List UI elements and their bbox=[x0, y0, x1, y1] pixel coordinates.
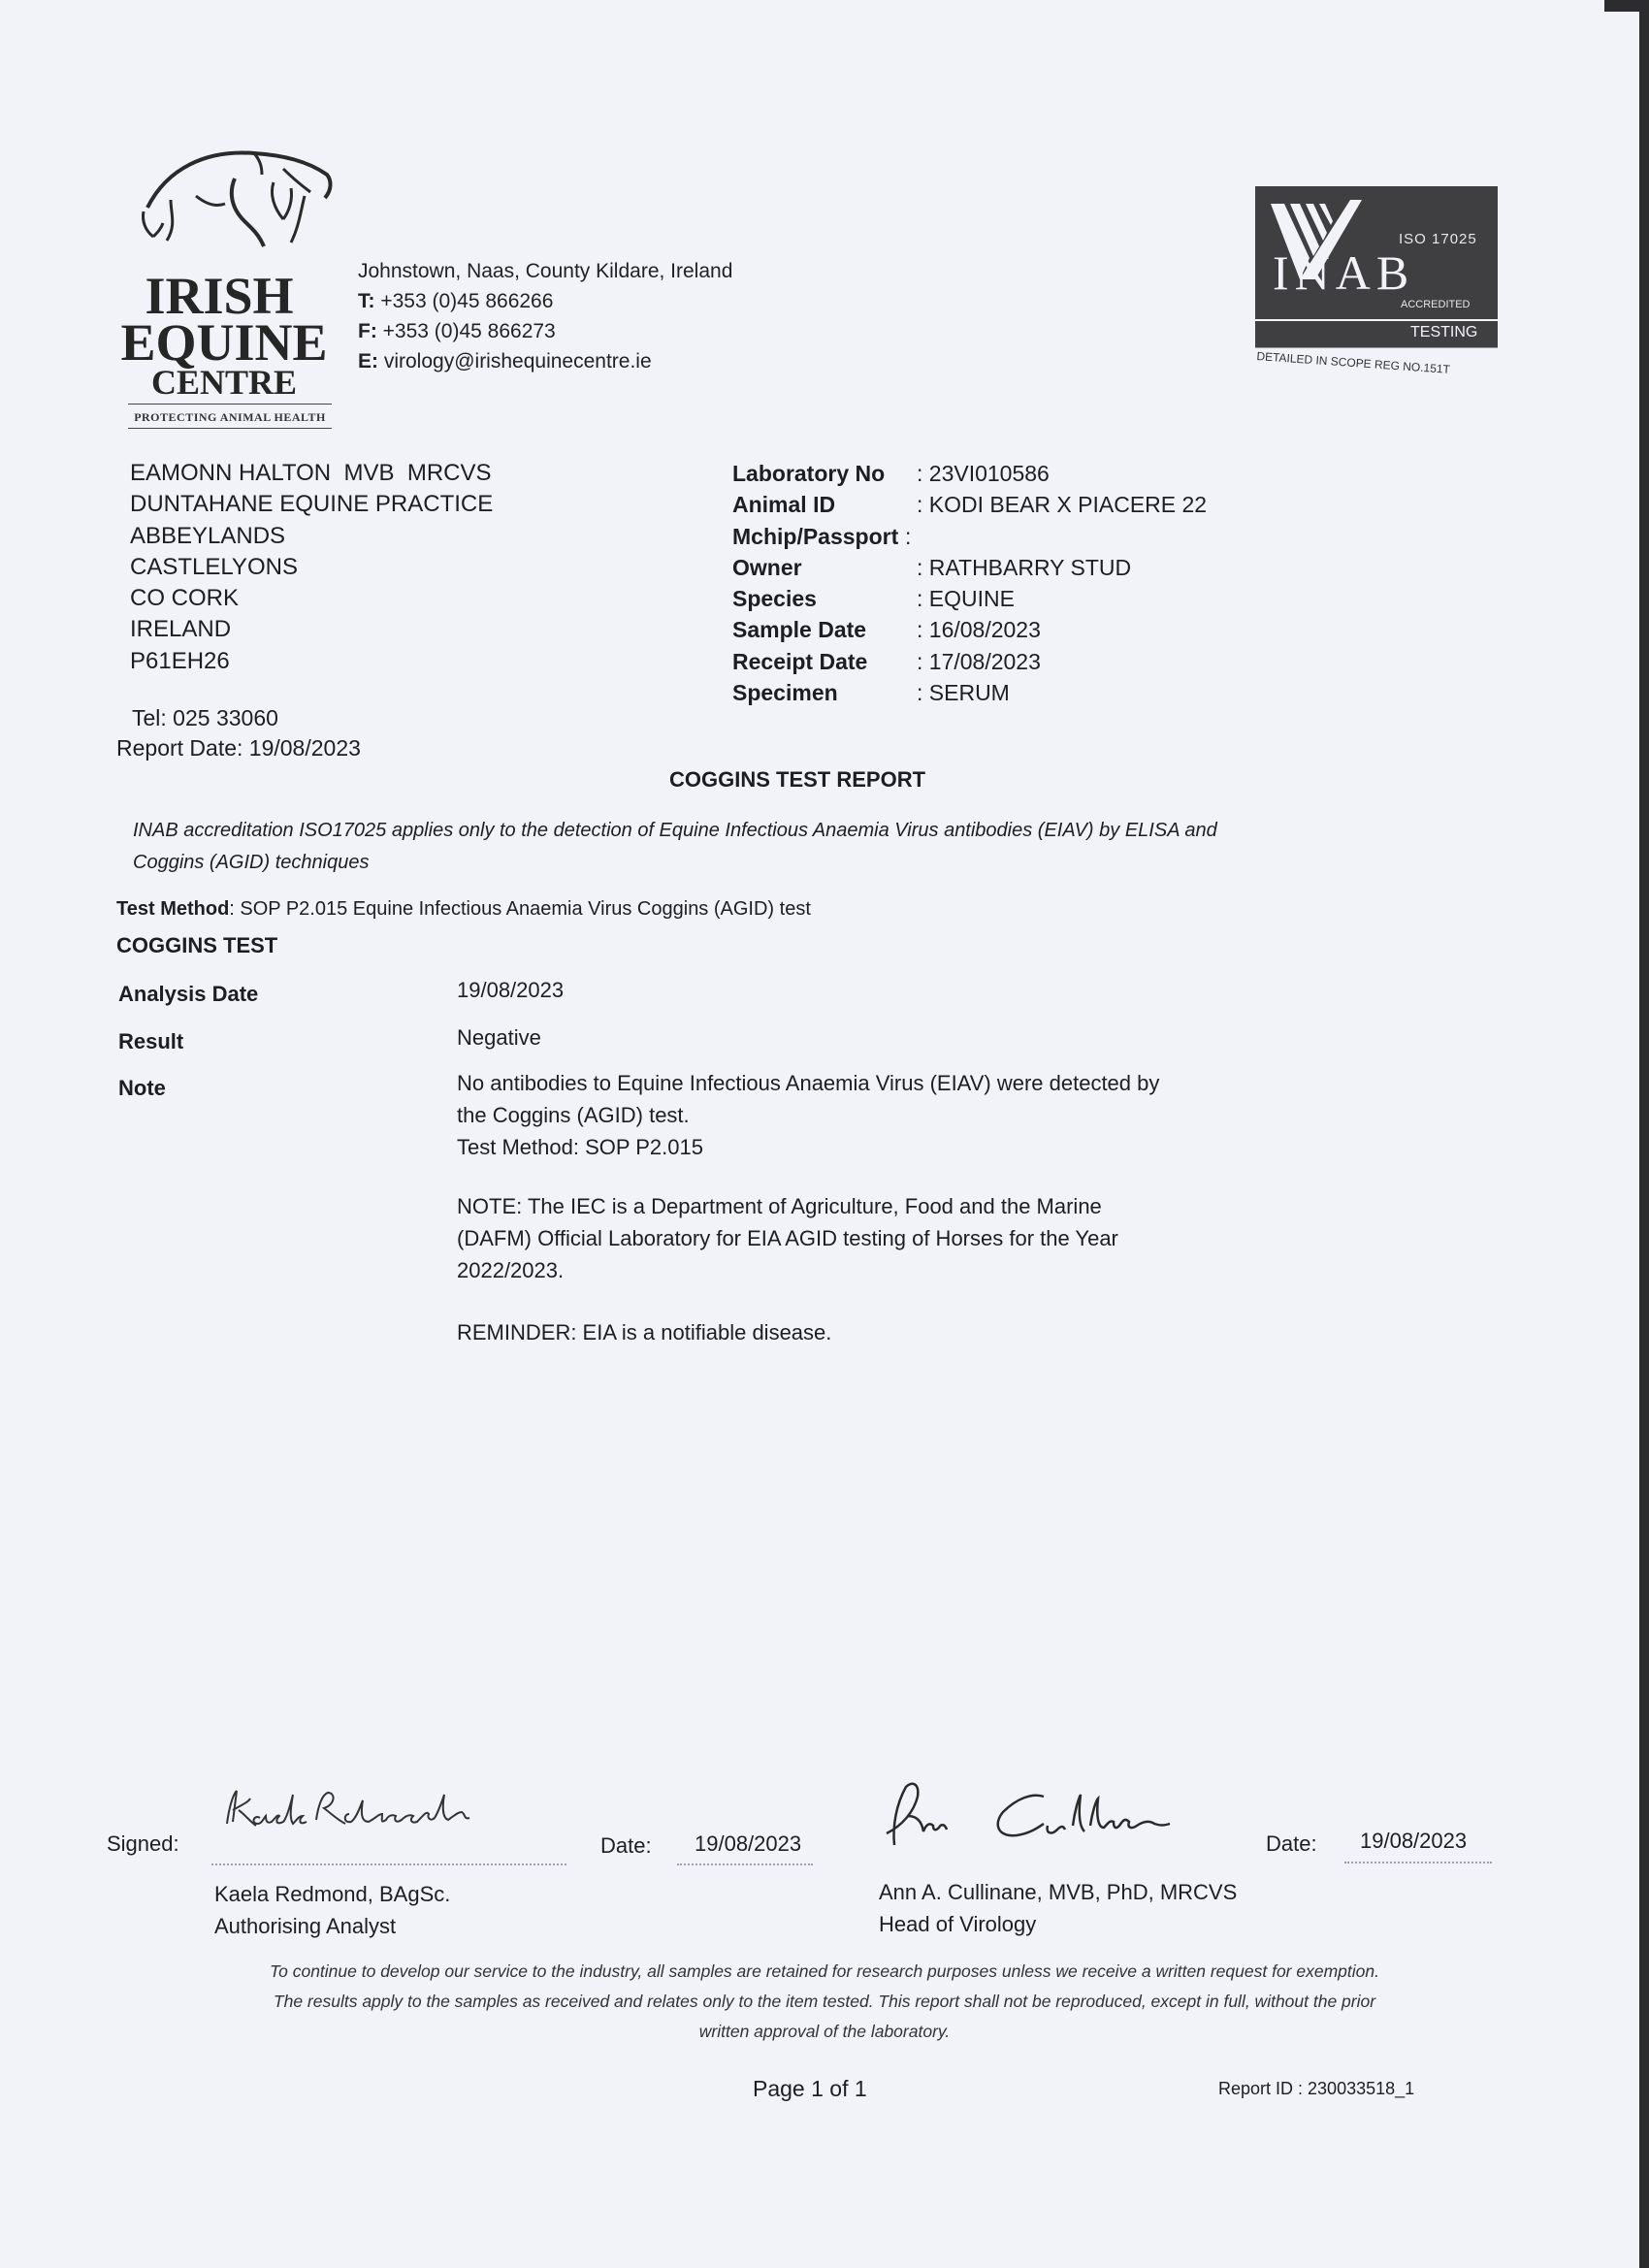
irish-equine-centre-logo bbox=[114, 136, 340, 437]
analysis-date-value: 19/08/2023 bbox=[457, 978, 565, 1002]
logo-divider bbox=[128, 404, 332, 405]
recipient-line: DUNTAHANE EQUINE PRACTICE bbox=[130, 491, 494, 518]
info-value: : RATHBARRY STUD bbox=[917, 554, 1132, 580]
logo-word-irish: IRISH bbox=[145, 267, 294, 325]
info-row bbox=[732, 646, 1207, 677]
info-label: Receipt Date bbox=[732, 648, 868, 674]
note-label: Note bbox=[118, 1076, 166, 1100]
note-text bbox=[457, 1067, 1233, 1163]
recipient-line: P61EH26 bbox=[130, 647, 230, 674]
date-label-1: Date: bbox=[600, 1833, 652, 1858]
section-title: COGGINS TEST bbox=[116, 933, 278, 957]
dafm-note-line: (DAFM) Official Laboratory for EIA AGID testing of Horses for the Year bbox=[457, 1226, 1118, 1250]
centre-fax-line: F: +353 (0)45 866273 bbox=[358, 320, 556, 342]
page-number: Page 1 of 1 bbox=[753, 2076, 867, 2101]
info-row bbox=[732, 458, 1207, 489]
inab-brand-text: INAB bbox=[1273, 245, 1415, 300]
info-row bbox=[732, 489, 1207, 520]
info-value: : 17/08/2023 bbox=[917, 648, 1041, 674]
centre-fax: +353 (0)45 866273 bbox=[382, 320, 556, 342]
signature-ann-cullinane bbox=[873, 1777, 1183, 1855]
recipient-line: CO CORK bbox=[130, 585, 240, 612]
info-label: Specimen bbox=[732, 680, 838, 706]
info-value: : 23VI010586 bbox=[917, 461, 1050, 486]
date-line-2 bbox=[1344, 1862, 1492, 1863]
info-label: Animal ID bbox=[732, 492, 836, 518]
result-value: Negative bbox=[457, 1025, 541, 1050]
analysis-date-label: Analysis Date bbox=[118, 982, 259, 1006]
handwritten-signature-2 bbox=[873, 1777, 1183, 1855]
inab-accredited-text: ACCREDITED bbox=[1401, 299, 1471, 310]
reminder-text: REMINDER: EIA is a notifiable disease. bbox=[457, 1320, 832, 1345]
signature-kaela-redmond bbox=[215, 1785, 565, 1843]
signer2-role: Head of Virology bbox=[879, 1912, 1037, 1936]
logo-word-equine: EQUINE bbox=[120, 313, 328, 372]
info-row bbox=[732, 552, 1207, 583]
note-line: the Coggins (AGID) test. bbox=[457, 1103, 690, 1127]
date-line-1 bbox=[677, 1863, 813, 1865]
inab-testing-text: TESTING bbox=[1410, 324, 1478, 340]
info-value: : KODI BEAR X PIACERE 22 bbox=[917, 492, 1208, 518]
recipient-line: EAMONN HALTON MVB MRCVS bbox=[130, 460, 492, 486]
note-line: Test Method: SOP P2.015 bbox=[457, 1135, 703, 1159]
info-row bbox=[732, 521, 1207, 552]
test-method-label: Test Method bbox=[116, 898, 230, 920]
recipient-line: CASTLELYONS bbox=[130, 553, 298, 580]
signer2-name: Ann A. Cullinane, MVB, PhD, MRCVS bbox=[879, 1880, 1238, 1904]
signer2-date: 19/08/2023 bbox=[1360, 1829, 1468, 1853]
accreditation-note bbox=[133, 815, 1336, 879]
inab-accreditation-badge bbox=[1255, 186, 1500, 376]
centre-phone: +353 (0)45 866266 bbox=[380, 290, 554, 312]
test-method-line bbox=[116, 898, 811, 921]
date-label-2: Date: bbox=[1266, 1831, 1317, 1856]
scan-edge bbox=[1639, 0, 1649, 2268]
signed-label: Signed: bbox=[107, 1831, 179, 1856]
recipient-address bbox=[130, 458, 493, 677]
info-label: Owner bbox=[732, 554, 802, 580]
footer-line: To continue to develop our service to the industry, all samples are retained for research purposes unless we receive a written request for exemption. bbox=[270, 1961, 1379, 1981]
scan-edge-top bbox=[1604, 0, 1639, 12]
recipient-line: ABBEYLANDS bbox=[130, 522, 286, 549]
recipient-tel: Tel: 025 33060 bbox=[132, 705, 278, 730]
signer1-date: 19/08/2023 bbox=[695, 1831, 802, 1856]
info-label: Species bbox=[732, 586, 817, 612]
report-date: Report Date: 19/08/2023 bbox=[116, 735, 361, 761]
centre-email[interactable]: virology@irishequinecentre.ie bbox=[383, 350, 652, 373]
report-id: Report ID : 230033518_1 bbox=[1218, 2079, 1415, 2098]
horse-logo-icon bbox=[138, 140, 341, 266]
result-label: Result bbox=[118, 1029, 184, 1053]
handwritten-signature-1 bbox=[215, 1785, 506, 1843]
sample-info-table bbox=[732, 458, 1207, 708]
logo-divider-bottom bbox=[128, 428, 332, 429]
info-value: : SERUM bbox=[917, 680, 1010, 706]
footer-line: The results apply to the samples as received and relates only to the item tested. This report shall not be reproduced, except in full, without the prior bbox=[273, 1992, 1376, 2011]
info-value: : bbox=[905, 523, 912, 549]
info-label: Mchip/Passport bbox=[732, 523, 899, 549]
footer-disclaimer bbox=[175, 1957, 1474, 2047]
info-value: : EQUINE bbox=[917, 586, 1015, 612]
note-line: No antibodies to Equine Infectious Anaemia Virus (EIAV) were detected by bbox=[457, 1071, 1160, 1095]
centre-contact-block bbox=[358, 256, 732, 376]
footer-line: written approval of the laboratory. bbox=[698, 2022, 951, 2041]
logo-tagline: PROTECTING ANIMAL HEALTH bbox=[134, 410, 326, 424]
inab-scope-text: DETAILED IN SCOPE REG NO.151T bbox=[1256, 349, 1451, 376]
dafm-note bbox=[457, 1190, 1233, 1286]
accreditation-note-line: Coggins (AGID) techniques bbox=[133, 852, 370, 873]
info-label: Sample Date bbox=[732, 617, 867, 643]
centre-email-line: E: virology@irishequinecentre.ie bbox=[358, 350, 652, 373]
info-row bbox=[732, 583, 1207, 614]
accreditation-note-line: INAB accreditation ISO17025 applies only to the detection of Equine Infectious Anaemia Virus antibodies (EIAV) by ELISA and bbox=[133, 820, 1217, 841]
report-title: COGGINS TEST REPORT bbox=[669, 767, 926, 792]
test-method-value: : SOP P2.015 Equine Infectious Anaemia Virus Coggins (AGID) test bbox=[229, 898, 811, 920]
info-row bbox=[732, 677, 1207, 708]
centre-address: Johnstown, Naas, County Kildare, Ireland bbox=[358, 260, 733, 282]
signer1-role: Authorising Analyst bbox=[214, 1914, 397, 1938]
info-row bbox=[732, 614, 1207, 645]
dafm-note-line: NOTE: The IEC is a Department of Agriculture, Food and the Marine bbox=[457, 1194, 1102, 1218]
dafm-note-line: 2022/2023. bbox=[457, 1258, 565, 1282]
recipient-line: IRELAND bbox=[130, 616, 232, 643]
info-label: Laboratory No bbox=[732, 461, 886, 486]
signature-line-1 bbox=[211, 1863, 566, 1865]
inab-iso-text: ISO 17025 bbox=[1399, 231, 1477, 247]
signer1-name: Kaela Redmond, BAgSc. bbox=[214, 1882, 451, 1906]
info-value: : 16/08/2023 bbox=[917, 617, 1041, 643]
centre-phone-line: T: +353 (0)45 866266 bbox=[358, 290, 554, 312]
logo-word-centre: CENTRE bbox=[150, 363, 298, 402]
